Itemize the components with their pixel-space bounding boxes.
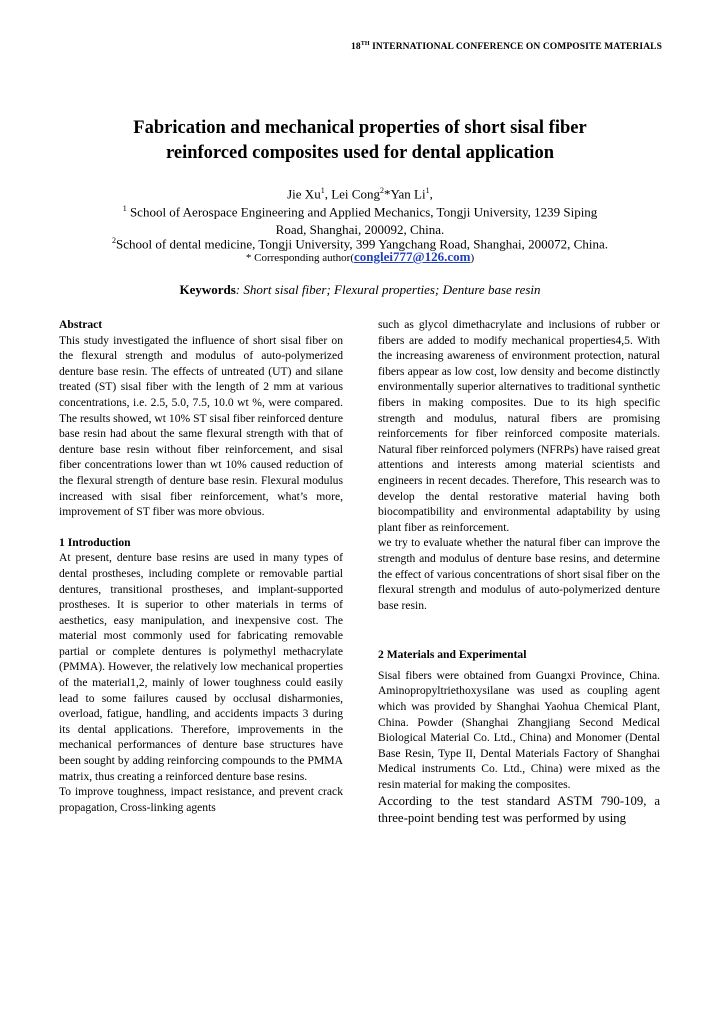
abstract-text: This study investigated the influence of short sisal fiber on the flexural strength and modulus of auto-polymerized denture base resin. The effects of untreated (UT) and silane treated (ST) sisal fiber with the length of 2 mm at various concentrations, i.e. 2.5, 5.0, 7.5, 10.0 wt %, were compared. The results showed, wt 10% ST sisal fiber reinforced denture base resin had about the same flexural strength with that of denture base resin without fiber reinforcement, and sisal fiber concentrations lower than wt 10% caused reduction of the flexural strength of denture base resin. Flexural modulus increased with sisal fiber reinforcement, what’s more, improvement of ST fiber was more obvious.	[59, 333, 343, 519]
introduction-paragraph-4: we try to evaluate whether the natural fiber can improve the strength and modulus of denture base resins, and determine the effect of various concentrations of short sisal fiber on the flexural strength and modulus of auto-polymerized denture base resin.	[378, 536, 660, 612]
materials-heading: 2 Materials and Experimental	[378, 648, 527, 662]
author-list: Jie Xu$^1$, Lei Cong$^2$*Yan Li$^1$,	[287, 186, 433, 202]
introduction-paragraph-3: such as glycol dimethacrylate and inclusions of rubber or fibers are added to modify mechanical properties4,5. With the increasing awareness of environment protection, natural fibers appear as low cost, low density and become distinctly environmentally superior alternatives to traditional synthetic fibers in making composites. Due to its high specific strength and modulus, natural fibers are promising reinforcements for fiber reinforced composite materials. Natural fiber reinforced polymers (NFRPs) have raised great attentions and interests among material scientists and engineers in recent decades. Therefore, This research was to develop the dental restorative material having both biocompatibility and environmental adaptability by using plant fiber as reinforcement.	[378, 318, 660, 534]
materials-paragraph-1: Sisal fibers were obtained from Guangxi Province, China. Aminopropyltriethoxysilane was used as coupling agent which was provided by Shanghai Yaohua Chemical Plant, China. Powder (Shanghai Zhangjiang Second Medical Biological Material Co. Ltd., China) and Monomer (Dental Base Resin, Type II, Dental Materials Factory of Shanghai Medical instruments Co. Ltd., China) were mixed as the resin material for making the composites.	[378, 668, 660, 792]
keywords-line: Keywords: Short sisal fiber; Flexural properties; Denture base resin	[179, 282, 541, 297]
materials-paragraph-2: According to the test standard ASTM 790-109, a three-point bending test was performed by using	[378, 793, 660, 825]
affiliation-2: $^2$School of dental medicine, Tongji University, 399 Yangchang Road, Shanghai, 200072, China.	[112, 236, 608, 252]
introduction-paragraph-2: To improve toughness, impact resistance, and prevent crack propagation, Cross-linking agents	[59, 785, 343, 814]
introduction-paragraph-1: At present, denture base resins are used in many types of dental prostheses, including complete or removable partial dentures, transitional prostheses, and implant-supported prostheses. It is superior to other materials in terms of aesthetics, easy manipulation, and inexpensive cost. The material most commonly used for fabricating removable partial or complete dentures is polymethyl methacrylate (PMMA). However, the relatively low mechanical properties of the material1,2, mainly of lower toughness could easily lead to some failures caused by occlusal disharmonies, overload, fatigue, handling, and accidents impacts 3 during its dental applications. Therefore, improvements in the mechanical performances of denture base structures have been sought by adding reinforcing compounds to the PMMA matrix, thus creating a reinforced denture base resins.	[59, 551, 343, 783]
paper-title	[0, 116, 720, 166]
affiliation-1: $^1$ School of Aerospace Engineering and Applied Mechanics, Tongji University, 1239 Siping Road, Shanghai, 200092, China.	[122, 204, 598, 238]
right-column	[378, 317, 660, 827]
abstract-heading: Abstract	[59, 318, 103, 331]
title-line-2: reinforced composites used for dental application	[166, 143, 554, 163]
title-line-1: Fabrication and mechanical properties of short sisal fiber	[133, 118, 587, 138]
introduction-heading: 1 Introduction	[59, 535, 131, 549]
corresponding-author: * Corresponding author(conglei777@126.com)	[245, 249, 475, 264]
corresponding-email-link[interactable]: conglei777@126.com	[354, 249, 471, 264]
conference-header: 18TH INTERNATIONAL CONFERENCE ON COMPOSITE MATERIALS	[351, 41, 662, 53]
left-column	[59, 317, 343, 815]
